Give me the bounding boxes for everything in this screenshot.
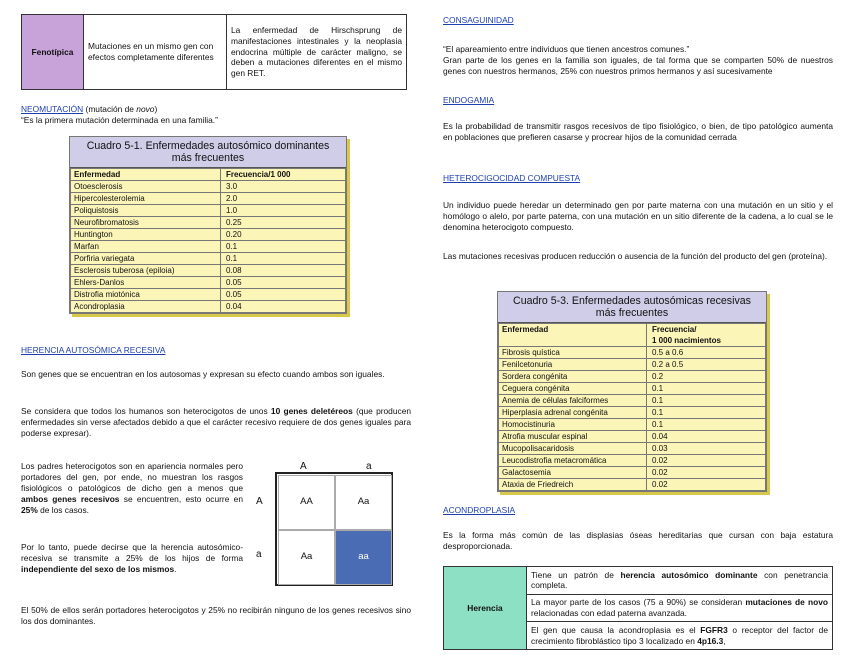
table-row <box>71 241 346 253</box>
disease-name-cell: Ceguera congénita <box>499 383 647 395</box>
punnett-cell-Aa-bottom: Aa <box>278 530 335 585</box>
neomutacion-suffix: (mutación de <box>83 104 137 114</box>
cuadro-5-3-body <box>499 324 766 491</box>
herencia-row-2 <box>527 594 833 622</box>
r3-text: El gen que causa la acondroplasia es el <box>531 624 701 635</box>
p2-bold: 10 genes deletéreos <box>270 406 353 416</box>
herencia-label: Herencia <box>444 567 527 650</box>
column-header-frecuencia: Frecuencia/1 000 <box>221 169 346 181</box>
frequency-cell: 3.0 <box>221 181 346 193</box>
frequency-cell: 0.5 a 0.6 <box>647 347 766 359</box>
frequency-cell: 0.2 a 0.5 <box>647 359 766 371</box>
frequency-cell: 0.03 <box>647 443 766 455</box>
disease-name-cell: Huntington <box>71 229 221 241</box>
frequency-cell: 0.1 <box>221 241 346 253</box>
disease-name-cell: Ehlers-Danlos <box>71 277 221 289</box>
neomutacion-quote: “Es la primera mutación determinada en una familia.” <box>21 115 218 126</box>
frequency-cell: 0.02 <box>647 455 766 467</box>
p3-bold: ambos genes recesivos <box>21 494 120 505</box>
punnett-col-a: A <box>300 461 307 472</box>
disease-name-cell: Hipercolesterolemia <box>71 193 221 205</box>
table-row <box>71 253 346 265</box>
frequency-cell: 0.20 <box>221 229 346 241</box>
frequency-cell: 0.25 <box>221 217 346 229</box>
r1-bold: herencia autosómico dominante <box>620 569 758 580</box>
frequency-cell: 0.04 <box>221 301 346 313</box>
frequency-cell: 0.02 <box>647 479 766 491</box>
table-row <box>499 443 766 455</box>
herencia-recesiva-p1: Son genes que se encuentran en los autosomas y expresan su efecto cuando ambos son iguales. <box>21 369 385 379</box>
disease-name-cell: Fibrosis quística <box>499 347 647 359</box>
herencia-recesiva-link[interactable]: HERENCIA AUTOSÓMICA RECESIVA <box>21 345 166 355</box>
table-row <box>71 217 346 229</box>
consanguinidad-link[interactable]: CONSAGUINIDAD <box>443 15 514 25</box>
disease-name-cell: Otoesclerosis <box>71 181 221 193</box>
disease-name-cell: Sordera congénita <box>499 371 647 383</box>
endogamia-link[interactable]: ENDOGAMIA <box>443 95 495 105</box>
frequency-cell: 2.0 <box>221 193 346 205</box>
p2-text: Se considera que todos los humanos son heterocigotos de unos <box>21 406 271 416</box>
frequency-cell: 0.08 <box>221 265 346 277</box>
table-row <box>499 383 766 395</box>
disease-name-cell: Atrofia muscular espinal <box>499 431 647 443</box>
neomutacion-link[interactable]: NEOMUTACIÓN <box>21 104 84 114</box>
cuadro-5-1 <box>69 136 347 314</box>
cuadro-5-1-body <box>71 169 346 313</box>
table-row <box>499 407 766 419</box>
cuadro-5-3-caption: Cuadro 5-3. Enfermedades autosómicas recesivas más frecuentes <box>498 292 766 323</box>
p4-text: Por lo tanto, puede decirse que la herencia autosómico-recesiva se transmite a 25% de los hijos de forma <box>21 542 243 564</box>
punnett-cell-aa: aa <box>335 530 392 585</box>
consanguinidad-quote: “El apareamiento entre individuos que tienen ancestros comunes.” <box>443 44 690 54</box>
disease-name-cell: Esclerosis tuberosa (epiloia) <box>71 265 221 277</box>
endogamia-text: Es la probabilidad de transmitir rasgos recesivos de tipo fisiológico, o bien, de tipo patológico aumenta en poblaciones que prefieren casarse y procrear hijos de la comunidad cerrada <box>443 121 833 143</box>
neomutacion-novo: novo <box>136 104 155 114</box>
r1-text: Tiene un patrón de <box>531 569 621 580</box>
table-row <box>71 277 346 289</box>
r1-text-end: con penetrancia completa. <box>531 569 828 591</box>
table-row <box>499 395 766 407</box>
r3-text-mid: o receptor del factor de crecimiento fibroblástico tipo 3 localizado en <box>531 624 828 646</box>
acondroplasia-text: Es la forma más común de las displasias óseas hereditarias que cursan con baja estatura desproporcionada. <box>443 530 833 552</box>
herencia-row-1 <box>527 567 833 595</box>
table-row <box>499 419 766 431</box>
column-header-frecuencia: Frecuencia/ 1 000 nacimientos <box>647 324 766 347</box>
frequency-cell: 1.0 <box>221 205 346 217</box>
table-row <box>499 431 766 443</box>
acondroplasia-herencia-table <box>443 566 833 650</box>
disease-name-cell: Acondroplasia <box>71 301 221 313</box>
table-row <box>499 479 766 491</box>
table-header-row <box>71 169 346 181</box>
frequency-cell: 0.1 <box>647 407 766 419</box>
table-row <box>71 301 346 313</box>
table-row <box>499 359 766 371</box>
herencia-row-3 <box>527 622 833 650</box>
table-row <box>71 229 346 241</box>
table-row <box>499 371 766 383</box>
disease-name-cell: Ataxia de Friedreich <box>499 479 647 491</box>
fenotipica-desc: La enfermedad de Hirschsprung de manifestaciones intestinales y la neoplasia endocrina múltiple de carácter maligno, se deben a mutaciones diferentes en el mismo gen RET. <box>227 15 407 90</box>
column-header-enfermedad: Enfermedad <box>499 324 647 347</box>
disease-name-cell: Homocistinuria <box>499 419 647 431</box>
table-row <box>71 205 346 217</box>
p4-bold: independiente del sexo de los mismos <box>21 564 175 575</box>
herencia-recesiva-p5: El 50% de ellos serán portadores heterocigotos y 25% no recibirán ninguno de los genes recesivos sino los dos dominantes. <box>21 605 411 627</box>
table-row <box>71 181 346 193</box>
frequency-cell: 0.04 <box>647 431 766 443</box>
cuadro-5-1-caption: Cuadro 5-1. Enfermedades autosómico dominantes más frecuentes <box>70 137 346 168</box>
cuadro-5-3 <box>497 291 767 492</box>
punnett-cell-AA: AA <box>278 475 335 530</box>
r2-text: La mayor parte de los casos (75 a 90%) se consideran <box>531 597 746 608</box>
neomutacion-section <box>21 104 411 126</box>
fenotipica-label: Fenotípica <box>22 15 84 90</box>
herencia-recesiva-p2 <box>21 406 411 439</box>
p2-text-end: (que producen enfermedades sin verse afectados debido a que el carácter recesivo requiere de dos genes iguales para poderse expresar). <box>21 406 412 439</box>
disease-name-cell: Mucopolisacaridosis <box>499 443 647 455</box>
r2-text-end: relacionadas con edad paterna avanzada. <box>531 607 687 618</box>
punnett-cell-Aa-top: Aa <box>335 475 392 530</box>
table-row <box>71 289 346 301</box>
fenotipica-middle: Mutaciones en un mismo gen con efectos completamente diferentes <box>84 15 227 90</box>
frequency-cell: 0.05 <box>221 277 346 289</box>
punnett-col-b: a <box>366 461 372 472</box>
herencia-recesiva-p3 <box>21 461 243 516</box>
table-row <box>499 467 766 479</box>
table-row <box>71 193 346 205</box>
frequency-cell: 0.2 <box>647 371 766 383</box>
herencia-recesiva-p4 <box>21 542 243 575</box>
r3-bold-gene: FGFR3 <box>700 624 728 635</box>
disease-name-cell: Neurofibromatosis <box>71 217 221 229</box>
heterocigocidad-p1: Un individuo puede heredar un determinado gen por parte materna con una mutación en un sitio y el homólogo o alelo, por parte paterna, con una mutación en un sitio diferente de la cadena, a lo cual se le denomina heterocigoto compuesto. <box>443 200 833 233</box>
consanguinidad-text: Gran parte de los genes en la familia son iguales, de tal forma que se comparten 50% de nuestros genes con nuestros hermanos, 25% con nuestros primos hermanos y así sucesivamente <box>443 55 833 77</box>
neomutacion-suffix-end: ) <box>154 104 158 114</box>
disease-name-cell: Hiperplasia adrenal congénita <box>499 407 647 419</box>
disease-name-cell: Porfiria variegata <box>71 253 221 265</box>
punnett-square <box>275 472 393 586</box>
table-row <box>499 347 766 359</box>
frequency-cell: 0.1 <box>647 383 766 395</box>
r2-bold: mutaciones de novo <box>745 597 828 608</box>
frequency-cell: 0.1 <box>647 395 766 407</box>
table-header-row <box>499 324 766 347</box>
punnett-row-a: A <box>256 496 263 507</box>
p3-text-mid: se encuentren, esto ocurre en <box>119 494 243 505</box>
r3-bold-locus: 4p16.3 <box>697 635 724 646</box>
disease-name-cell: Anemia de células falciformes <box>499 395 647 407</box>
disease-name-cell: Distrofia miotónica <box>71 289 221 301</box>
column-header-enfermedad: Enfermedad <box>71 169 221 181</box>
p3-text: Los padres heterocigotos son en apariencia normales pero portadores del gen, por ende, no muestran los rasgos fisiológicos o patológicos de dicho gen a menos que <box>21 461 243 494</box>
disease-name-cell: Marfan <box>71 241 221 253</box>
punnett-row-b: a <box>256 549 262 560</box>
frequency-cell: 0.1 <box>647 419 766 431</box>
heterocigocidad-link[interactable]: HETEROCIGOCIDAD COMPUESTA <box>443 173 581 183</box>
frequency-cell: 0.1 <box>221 253 346 265</box>
fenotipica-table <box>21 14 407 90</box>
disease-name-cell: Galactosemia <box>499 467 647 479</box>
p4-text-end: . <box>174 564 177 575</box>
heterocigocidad-p2: Las mutaciones recesivas producen reducción o ausencia de la función del producto del gen (proteína). <box>443 251 828 261</box>
disease-name-cell: Poliquistosis <box>71 205 221 217</box>
disease-name-cell: Leucodistrofia metacromática <box>499 455 647 467</box>
frequency-cell: 0.02 <box>647 467 766 479</box>
p3-bold-25: 25% <box>21 505 38 516</box>
table-row <box>71 265 346 277</box>
table-row <box>499 455 766 467</box>
frequency-cell: 0.05 <box>221 289 346 301</box>
acondroplasia-link[interactable]: ACONDROPLASIA <box>443 505 516 515</box>
r3-text-end: , <box>723 635 726 646</box>
p3-text-end: de los casos. <box>37 505 89 516</box>
disease-name-cell: Fenilcetonuria <box>499 359 647 371</box>
